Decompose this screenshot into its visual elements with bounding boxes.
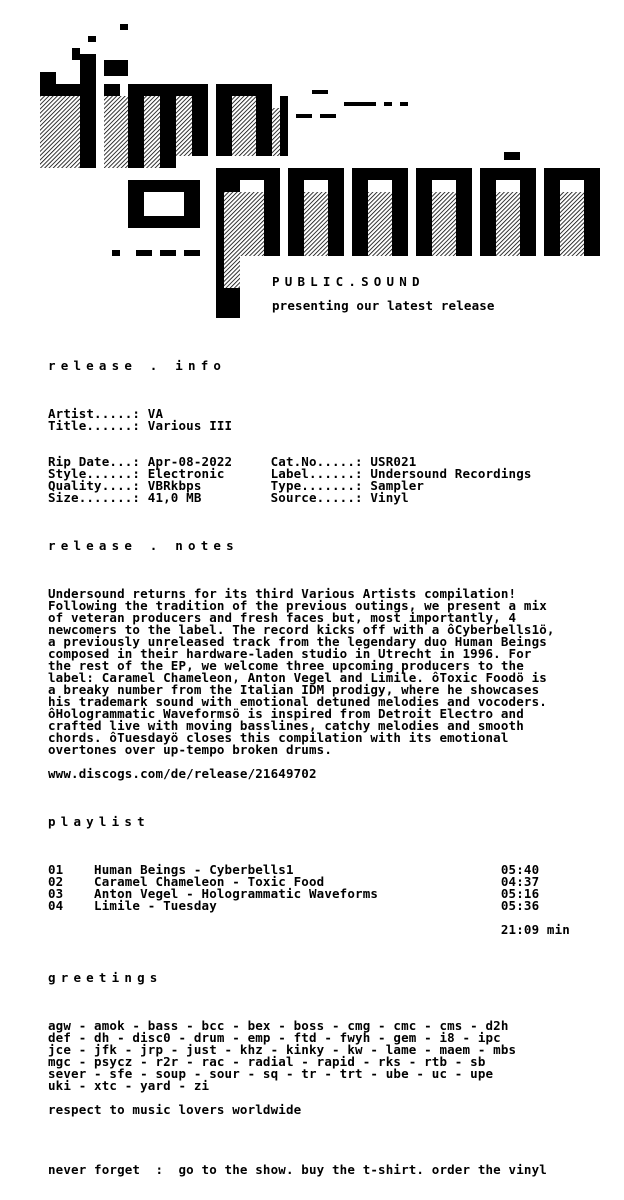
notes-line: his trademark sound with emotional detuned melodies and vocoders. bbox=[48, 694, 547, 709]
notes-line: a breaky number from the Italian IDM prodigy, where he showcases bbox=[48, 682, 540, 697]
info-row-rip-date: Rip Date...: Apr-08-2022 Cat.No.....: USR021 bbox=[48, 454, 417, 469]
track-row: 03 Anton Vegel - Hologrammatic Waveforms 05:16 bbox=[48, 886, 540, 901]
notes-line: Following the tradition of the previous outings, we present a mix bbox=[48, 598, 547, 613]
total-runtime: 21:09 min bbox=[48, 922, 570, 937]
notes-line: chords. ôTuesdayö closes this compilation with its emotional bbox=[48, 730, 509, 745]
notes-line: of veteran producers and fresh faces but, most importantly, 4 bbox=[48, 610, 517, 625]
greetings-line: uki - xtc - yard - zi bbox=[48, 1078, 210, 1093]
info-row-quality: Quality....: VBRkbps Type.......: Sampler bbox=[48, 478, 425, 493]
notes-line: the rest of the EP, we welcome three upcoming producers to the bbox=[48, 658, 524, 673]
artist-line: Artist.....: VA bbox=[48, 406, 164, 421]
notes-line: label: Caramel Chameleon, Anton Vegel and Limile. ôToxic Foodö is bbox=[48, 670, 547, 685]
notes-line: Undersound returns for its third Various Artists compilation! bbox=[48, 586, 517, 601]
never-forget-line: never forget : go to the show. buy the t-shirt. order the vinyl bbox=[48, 1162, 547, 1177]
track-row: 04 Limile - Tuesday 05:36 bbox=[48, 898, 540, 913]
notes-line: newcomers to the label. The record kicks off with a ôCyberbells1ö, bbox=[48, 622, 555, 637]
notes-line: crafted live with moving basslines, catchy melodies and smooth bbox=[48, 718, 524, 733]
brand-name: PUBLIC.SOUND bbox=[272, 274, 425, 289]
release-info-heading: release . info bbox=[48, 358, 227, 373]
tagline: presenting our latest release bbox=[272, 298, 495, 313]
info-row-size: Size.......: 41,0 MB Source.....: Vinyl bbox=[48, 490, 409, 505]
notes-line: ôHologrammatic Waveformsö is inspired from Detroit Electro and bbox=[48, 706, 524, 721]
notes-line: overtones over up-tempo broken drums. bbox=[48, 742, 332, 757]
playlist-heading: playlist bbox=[48, 814, 150, 829]
greetings-line: mgc - psycz - r2r - rac - radial - rapid - rks - rtb - sb bbox=[48, 1054, 486, 1069]
notes-line: composed in their hardware-laden studio in Utrecht in 1996. For bbox=[48, 646, 532, 661]
info-row-style: Style......: Electronic Label......: Undersound Recordings bbox=[48, 466, 532, 481]
respect-line: respect to music lovers worldwide bbox=[48, 1102, 302, 1117]
greetings-line: def - dh - disc0 - drum - emp - ftd - fwyh - gem - i8 - ipc bbox=[48, 1030, 501, 1045]
track-row: 01 Human Beings - Cyberbells1 05:40 bbox=[48, 862, 540, 877]
greetings-line: agw - amok - bass - bcc - bex - boss - cmg - cmc - cms - d2h bbox=[48, 1018, 509, 1033]
greetings-line: sever - sfe - soup - sour - sq - tr - trt - ube - uc - upe bbox=[48, 1066, 494, 1081]
track-row: 02 Caramel Chameleon - Toxic Food 04:37 bbox=[48, 874, 540, 889]
notes-line: a previously unreleased track from the legendary duo Human Beings bbox=[48, 634, 547, 649]
release-notes-heading: release . notes bbox=[48, 538, 239, 553]
discogs-link[interactable]: www.discogs.com/de/release/21649702 bbox=[48, 766, 317, 781]
greetings-line: jce - jfk - jrp - just - khz - kinky - kw - lame - maem - mbs bbox=[48, 1042, 517, 1057]
greetings-heading: greetings bbox=[48, 970, 163, 985]
title-line: Title......: Various III bbox=[48, 418, 233, 433]
